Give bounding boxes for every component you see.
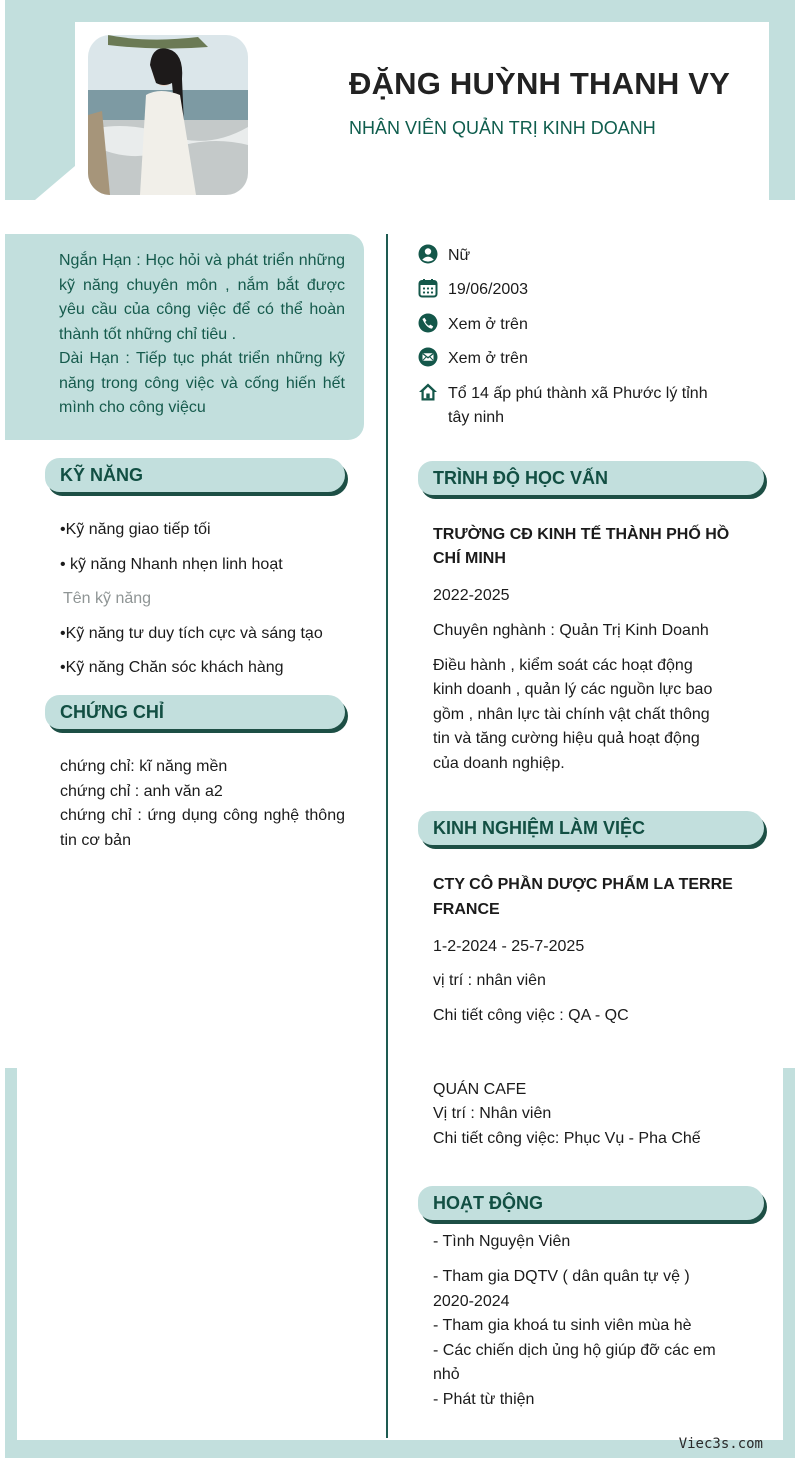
company-name: QUÁN CAFE (433, 1081, 527, 1098)
job-position: vị trí : nhân viên (433, 972, 546, 989)
activities-heading-label: HOẠT ĐỘNG (433, 1193, 543, 1213)
email: Xem ở trên (448, 350, 528, 367)
education-description-line: gồm , nhân lực tài chính vật chất thông (433, 706, 710, 723)
bottom-band (5, 1440, 795, 1458)
career-objective (59, 249, 345, 421)
education-heading (418, 461, 764, 495)
experience-heading (418, 811, 764, 845)
education-description-line: của doanh nghiệp. (433, 755, 565, 772)
activity-item: - Tham gia khoá tu sinh viên mùa hè (433, 1317, 692, 1334)
activity-item: - Tham gia DQTV ( dân quân tự vệ ) (433, 1268, 690, 1285)
user-icon (418, 244, 438, 264)
education-description-line: kinh doanh , quản lý các nguồn lực bao (433, 681, 713, 698)
left-edge-band (5, 1068, 17, 1448)
activity-item: 2020-2024 (433, 1293, 510, 1310)
education-description-line: Điều hành , kiểm soát các hoạt động (433, 657, 693, 674)
education-description-line: tin và tăng cường hiệu quả hoạt động (433, 730, 700, 747)
skills-heading (45, 458, 345, 492)
activities-heading (418, 1186, 764, 1220)
skill-item: •Kỹ năng tư duy tích cực và sáng tạo (60, 625, 323, 642)
skill-item: •Kỹ năng Chăn sóc khách hàng (60, 659, 284, 676)
objective-short-term: Ngắn Hạn : Học hỏi và phát triển những kỹ năng chuyên môn , nắm bắt được yêu cầu của công việc để có thể hoàn thành tốt những chỉ tiêu . (59, 252, 345, 343)
address-line-2: tây ninh (448, 409, 505, 426)
birthday: 19/06/2003 (448, 281, 529, 298)
calendar-icon (418, 278, 438, 298)
right-edge-band (783, 1068, 795, 1448)
school-name-line-1: TRƯỜNG CĐ KINH TẾ THÀNH PHỐ HỒ (433, 526, 730, 543)
home-icon (418, 382, 438, 402)
education-period: 2022-2025 (433, 587, 510, 604)
activity-item: - Tình Nguyện Viên (433, 1233, 571, 1250)
certificate-item: chứng chỉ : anh văn a2 (60, 783, 223, 800)
experience-heading-label: KINH NGHIỆM LÀM VIỆC (433, 818, 646, 838)
activity-item: - Các chiến dịch ủng hộ giúp đỡ các em (433, 1342, 716, 1359)
candidate-name: ĐẶNG HUỲNH THANH VY (349, 66, 730, 101)
profile-photo (88, 35, 248, 195)
watermark: Viec3s.com (678, 1436, 763, 1452)
certificate-item: chứng chỉ : ứng dụng công nghệ thông tin cơ bản (60, 807, 345, 849)
job-details: Chi tiết công việc: Phục Vụ - Pha Chế (433, 1130, 701, 1147)
certificates-heading-label: CHỨNG CHỈ (60, 702, 164, 722)
gender: Nữ (448, 247, 471, 264)
skill-item: •Kỹ năng giao tiếp tối (60, 521, 211, 538)
job-title: NHÂN VIÊN QUẢN TRỊ KINH DOANH (349, 118, 656, 138)
education-major: Chuyên nghành : Quản Trị Kinh Doanh (433, 622, 709, 639)
job-period: 1-2-2024 - 25-7-2025 (433, 938, 585, 955)
skill-item-placeholder: Tên kỹ năng (63, 590, 152, 607)
phone-icon (418, 313, 438, 333)
address-line-1: Tổ 14 ấp phú thành xã Phước lý tỉnh (448, 385, 708, 402)
company-name-line-1: CTY CÔ PHẦN DƯỢC PHẨM LA TERRE (433, 876, 733, 893)
company-name-line-2: FRANCE (433, 901, 500, 918)
job-position: Vị trí : Nhân viên (433, 1105, 552, 1122)
school-name-line-2: CHÍ MINH (433, 550, 506, 567)
column-divider (386, 234, 388, 1438)
skills-heading-label: KỸ NĂNG (60, 465, 144, 485)
education-heading-label: TRÌNH ĐỘ HỌC VẤN (433, 468, 608, 488)
job-details: Chi tiết công việc : QA - QC (433, 1007, 629, 1024)
skill-item: • kỹ năng Nhanh nhẹn linh hoạt (60, 556, 283, 573)
phone: Xem ở trên (448, 316, 528, 333)
activity-item: - Phát từ thiện (433, 1391, 535, 1408)
activity-item: nhỏ (433, 1366, 460, 1383)
certificates-heading (45, 695, 345, 729)
objective-long-term: Dài Hạn : Tiếp tục phát triển những kỹ năng trong công việc và cống hiến hết mình cho công việcu (59, 350, 345, 416)
mail-icon (418, 347, 438, 367)
certificate-item: chứng chỉ: kĩ năng mền (60, 758, 228, 775)
